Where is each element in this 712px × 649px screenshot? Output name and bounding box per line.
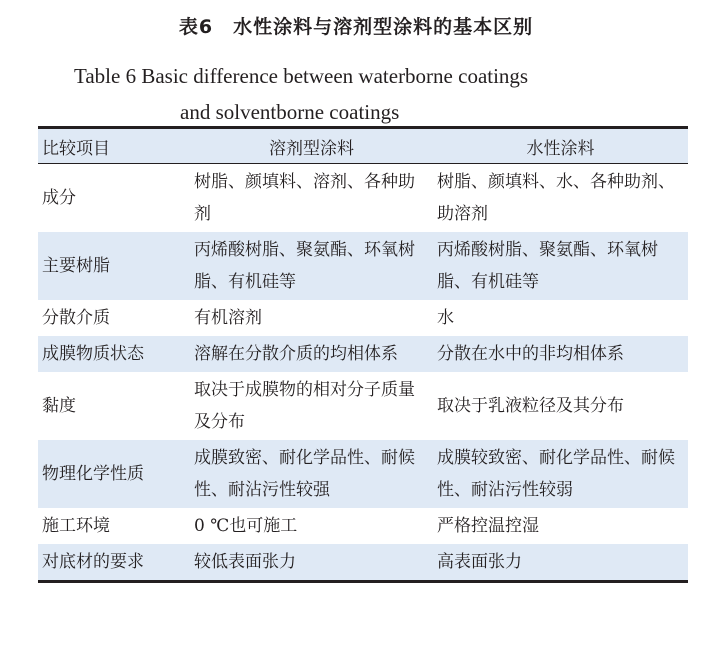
row-item: 成分 xyxy=(42,188,76,208)
table-row xyxy=(38,300,688,336)
row-item: 施工环境 xyxy=(42,516,110,536)
table-row xyxy=(38,232,688,300)
row-solventborne: 有机溶剂 xyxy=(194,308,262,328)
row-waterborne: 树脂、颜填料、水、各种助剂、助溶剂 xyxy=(437,172,675,224)
row-item: 主要树脂 xyxy=(42,256,110,276)
row-solventborne: 较低表面张力 xyxy=(190,544,433,582)
row-item: 对底材的要求 xyxy=(38,544,190,582)
comparison-table xyxy=(38,126,688,583)
row-solventborne: 成膜致密、耐化学品性、耐候性、耐沾污性较强 xyxy=(194,448,415,500)
header-solventborne: 溶剂型涂料 xyxy=(190,128,433,164)
table-title-english xyxy=(74,58,528,130)
row-waterborne: 取决于乳液粒径及其分布 xyxy=(437,396,624,416)
row-waterborne: 分散在水中的非均相体系 xyxy=(437,344,624,364)
row-solventborne: 取决于成膜物的相对分子质量及分布 xyxy=(194,380,415,432)
row-waterborne: 丙烯酸树脂、聚氨酯、环氧树脂、有机硅等 xyxy=(437,240,658,292)
table-row xyxy=(38,508,688,544)
row-item: 分散介质 xyxy=(42,308,110,328)
table-title-english-line2: and solventborne coatings xyxy=(180,100,400,124)
table-header-row xyxy=(38,128,688,164)
row-item: 黏度 xyxy=(42,396,76,416)
header-item: 比较项目 xyxy=(38,128,190,164)
row-waterborne: 高表面张力 xyxy=(433,544,688,582)
table-title-english-line1: Table 6 Basic difference between waterborne coatings xyxy=(74,64,529,88)
table-row xyxy=(38,544,688,582)
row-waterborne: 水 xyxy=(437,308,454,328)
header-waterborne: 水性涂料 xyxy=(433,128,688,164)
table-row xyxy=(38,440,688,508)
row-waterborne: 严格控温控湿 xyxy=(437,516,539,536)
row-item: 成膜物质状态 xyxy=(42,344,144,364)
row-solventborne: 溶解在分散介质的均相体系 xyxy=(194,344,398,364)
table-row xyxy=(38,164,688,233)
table-row xyxy=(38,372,688,440)
row-solventborne: 树脂、颜填料、溶剂、各种助剂 xyxy=(194,172,415,224)
table-row xyxy=(38,336,688,372)
table-title-chinese: 表6 水性涂料与溶剂型涂料的基本区别 xyxy=(178,16,534,38)
row-item: 物理化学性质 xyxy=(42,464,144,484)
row-waterborne: 成膜较致密、耐化学品性、耐候性、耐沾污性较弱 xyxy=(437,448,675,500)
row-solventborne: 0 ℃也可施工 xyxy=(194,516,298,536)
row-solventborne: 丙烯酸树脂、聚氨酯、环氧树脂、有机硅等 xyxy=(194,240,415,292)
